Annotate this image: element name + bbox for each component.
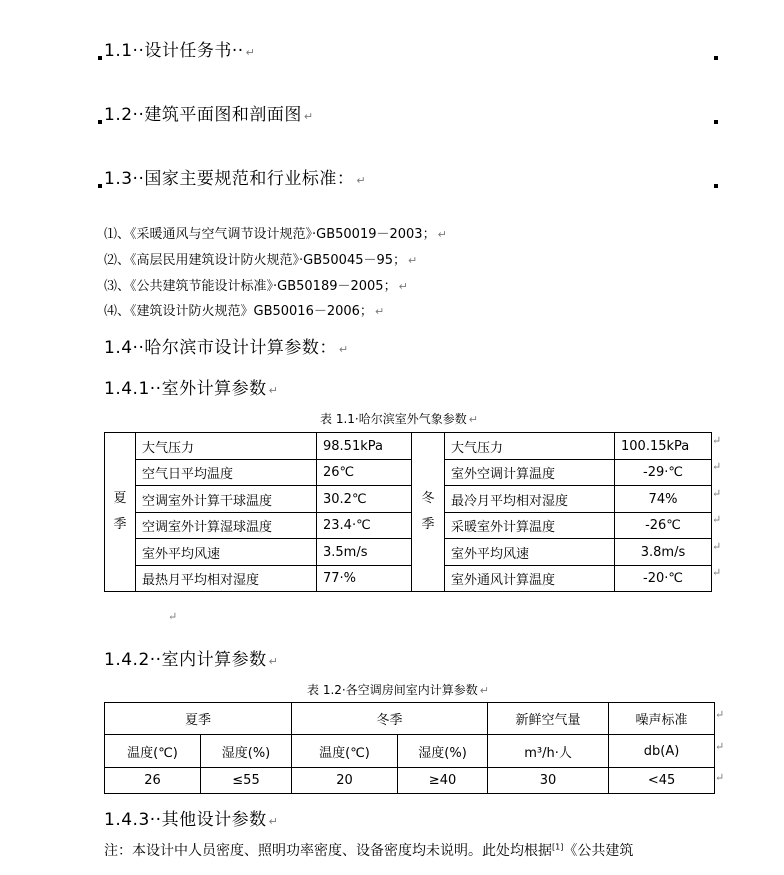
table-row — [105, 539, 712, 566]
param-name: 室外平均风速 — [136, 539, 317, 566]
param-name: 室外通风计算温度 — [445, 566, 615, 592]
param-value: -29·℃ — [615, 460, 712, 486]
subheader-cell: db(A) — [609, 735, 715, 768]
header-summer: 夏季 — [105, 703, 292, 735]
param-value: 77·% — [317, 566, 412, 592]
subheader-cell: 湿度(%) — [201, 735, 292, 768]
row-end-mark: ↵ — [715, 771, 725, 784]
note-paragraph: 注：本设计中人员密度、照明功率密度、设备密度均未说明。此处均根据[1]《公共建筑 — [104, 842, 634, 859]
param-name: 最冷月平均相对湿度 — [445, 486, 615, 513]
table-row — [105, 566, 712, 592]
subheader-cell: m³/h·人 — [488, 735, 609, 768]
param-value: 30.2℃ — [317, 486, 412, 513]
param-value: 98.51kPa — [317, 433, 412, 460]
param-name: 大气压力 — [445, 433, 615, 460]
param-value: -26℃ — [615, 513, 712, 539]
row-end-mark: ↵ — [712, 460, 722, 473]
subheader-cell: 温度(℃) — [292, 735, 398, 768]
param-name: 空气日平均温度 — [136, 460, 317, 486]
row-end-mark: ↵ — [712, 540, 722, 553]
heading-1-4-1: 1.4.1··室外计算参数 ↵ — [104, 379, 279, 399]
heading-1-1: 1.1··设计任务书·· ↵ — [104, 41, 256, 61]
heading-1-2: 1.2··建筑平面图和剖面图 ↵ — [104, 105, 314, 125]
row-end-mark: ↵ — [715, 740, 725, 753]
table-row — [105, 460, 712, 486]
header-noise: 噪声标准 — [609, 703, 715, 735]
row-end-mark: ↵ — [712, 566, 722, 579]
param-value: 23.4·℃ — [317, 513, 412, 539]
param-name: 大气压力 — [136, 433, 317, 460]
margin-mark — [714, 184, 718, 188]
header-winter: 冬季 — [292, 703, 488, 735]
header-fresh-air: 新鲜空气量 — [488, 703, 609, 735]
param-value: 3.5m/s — [317, 539, 412, 566]
value-cell: ≥40 — [398, 768, 488, 794]
param-name: 采暖室外计算温度 — [445, 513, 615, 539]
param-value: 26℃ — [317, 460, 412, 486]
reference-item: ⑴、《采暖通风与空气调节设计规范》·GB50019－2003； ↵ — [104, 227, 447, 242]
subheader-cell: 湿度(%) — [398, 735, 488, 768]
value-cell: 20 — [292, 768, 398, 794]
outdoor-parameters-table — [104, 432, 712, 592]
heading-1-4-3: 1.4.3··其他设计参数 ↵ — [104, 810, 279, 830]
value-cell: 30 — [488, 768, 609, 794]
table-header-row — [105, 735, 715, 768]
table-row — [105, 486, 712, 513]
summer-label-cell: 夏 季 — [105, 433, 136, 592]
table-row — [105, 768, 715, 794]
value-cell: 26 — [105, 768, 201, 794]
margin-mark — [714, 120, 718, 124]
winter-label-cell: 冬 季 — [412, 433, 445, 592]
margin-mark — [714, 56, 718, 60]
param-name: 空调室外计算湿球温度 — [136, 513, 317, 539]
row-end-mark: ↵ — [712, 434, 722, 447]
indoor-parameters-table — [104, 702, 715, 794]
heading-1-3: 1.3··国家主要规范和行业标准： ↵ — [104, 169, 367, 189]
heading-1-4-2: 1.4.2··室内计算参数 ↵ — [104, 650, 279, 670]
table-row — [105, 433, 712, 460]
reference-item: ⑶、《公共建筑节能设计标准》·GB50189－2005； ↵ — [104, 279, 408, 294]
reference-item: ⑵、《高层民用建筑设计防火规范》·GB50045－95； ↵ — [104, 253, 418, 268]
row-end-mark: ↵ — [715, 708, 725, 721]
param-name: 室外空调计算温度 — [445, 460, 615, 486]
param-name: 空调室外计算干球温度 — [136, 486, 317, 513]
param-value: -20·℃ — [615, 566, 712, 592]
table-row — [105, 513, 712, 539]
value-cell: ≤55 — [201, 768, 292, 794]
table1-caption: 表 1.1·哈尔滨室外气象参数 ↵ — [320, 412, 478, 426]
empty-paragraph-mark: ↵ — [168, 610, 178, 623]
table-header-row — [105, 703, 715, 735]
param-value: 3.8m/s — [615, 539, 712, 566]
margin-mark — [98, 120, 102, 124]
param-name: 室外平均风速 — [445, 539, 615, 566]
margin-mark — [98, 56, 102, 60]
param-value: 100.15kPa — [615, 433, 712, 460]
margin-mark — [98, 184, 102, 188]
value-cell: <45 — [609, 768, 715, 794]
table2-caption: 表 1.2·各空调房间室内计算参数 ↵ — [307, 683, 489, 697]
subheader-cell: 温度(℃) — [105, 735, 201, 768]
row-end-mark: ↵ — [712, 487, 722, 500]
param-value: 74% — [615, 486, 712, 513]
param-name: 最热月平均相对湿度 — [136, 566, 317, 592]
row-end-mark: ↵ — [712, 513, 722, 526]
reference-item: ⑷、《建筑设计防火规范》GB50016－2006； ↵ — [104, 304, 385, 319]
heading-1-4: 1.4··哈尔滨市设计计算参数： ↵ — [104, 338, 349, 358]
